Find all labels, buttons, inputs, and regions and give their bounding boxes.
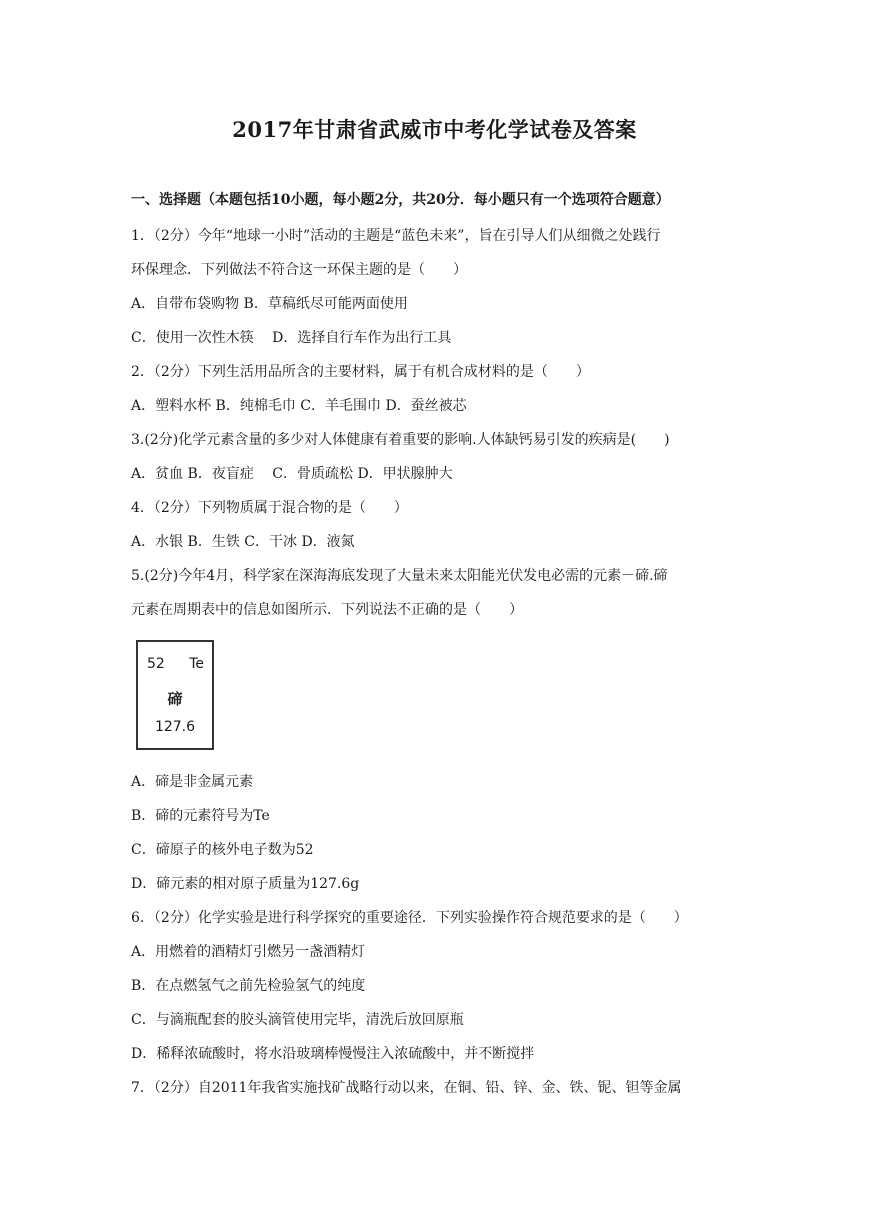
section-heading: 一、选择题（本题包括10小题，每小题2分，共20分．每小题只有一个选项符合题意） (131, 192, 670, 208)
question-2-stem: 2．（2分）下列生活用品所含的主要材料，属于有机合成材料的是（ ） (131, 364, 590, 380)
question-7-stem: 7．（2分）自2011年我省实施找矿战略行动以来，在铜、铅、锌、金、铁、铌、钽等金属 (131, 1080, 682, 1096)
question-5-option-c: C．碲原子的核外电子数为52 (131, 842, 314, 858)
question-1-stem: 1．（2分）今年“地球一小时”活动的主题是“蓝色未来”，旨在引导人们从细微之处践行 (131, 228, 661, 244)
question-4-options: A．水银 B．生铁 C．干冰 D．液氮 (131, 534, 355, 550)
element-cell-figure (136, 640, 214, 750)
question-5-stem: 5.(2分)今年4月，科学家在深海海底发现了大量未来太阳能光伏发电必需的元素－碲.碲 (131, 568, 668, 584)
question-1-stem-cont: 环保理念．下列做法不符合这一环保主题的是（ ） (131, 262, 467, 278)
atomic-mass: 127.6 (154, 719, 196, 735)
question-5-option-d: D．碲元素的相对原子质量为127.6g (131, 876, 360, 892)
question-3-options: A．贫血 B．夜盲症 C．骨质疏松 D．甲状腺肿大 (131, 466, 453, 482)
question-5-option-b: B．碲的元素符号为Te (131, 808, 270, 824)
question-4-stem: 4．（2分）下列物质属于混合物的是（ ） (131, 500, 408, 516)
question-1-options-cd: C．使用一次性木筷 D．选择自行车作为出行工具 (131, 330, 452, 346)
question-1-options-ab: A．自带布袋购物 B．草稿纸尽可能两面使用 (131, 296, 408, 312)
atomic-number: 52 (147, 656, 165, 672)
element-symbol: Te (189, 656, 204, 672)
question-5-stem-cont: 元素在周期表中的信息如图所示．下列说法不正确的是（ ） (131, 602, 523, 618)
question-3-stem: 3.(2分)化学元素含量的多少对人体健康有着重要的影响.人体缺钙易引发的疾病是( ) (131, 432, 670, 448)
question-6-option-d: D．稀释浓硫酸时，将水沿玻璃棒慢慢注入浓硫酸中，并不断搅拌 (131, 1046, 535, 1062)
question-6-stem: 6．（2分）化学实验是进行科学探究的重要途径．下列实验操作符合规范要求的是（ ） (131, 910, 688, 926)
question-6-option-a: A．用燃着的酒精灯引燃另一盏酒精灯 (131, 944, 366, 960)
page-title: 2017年甘肃省武威市中考化学试卷及答案 (232, 117, 637, 142)
element-name: 碲 (167, 690, 183, 708)
question-5-option-a: A．碲是非金属元素 (131, 774, 254, 790)
question-2-options: A．塑料水杯 B．纯棉毛巾 C．羊毛围巾 D．蚕丝被芯 (131, 398, 467, 414)
question-6-option-c: C．与滴瓶配套的胶头滴管使用完毕，清洗后放回原瓶 (131, 1012, 464, 1028)
question-6-option-b: B．在点燃氢气之前先检验氢气的纯度 (131, 978, 366, 994)
